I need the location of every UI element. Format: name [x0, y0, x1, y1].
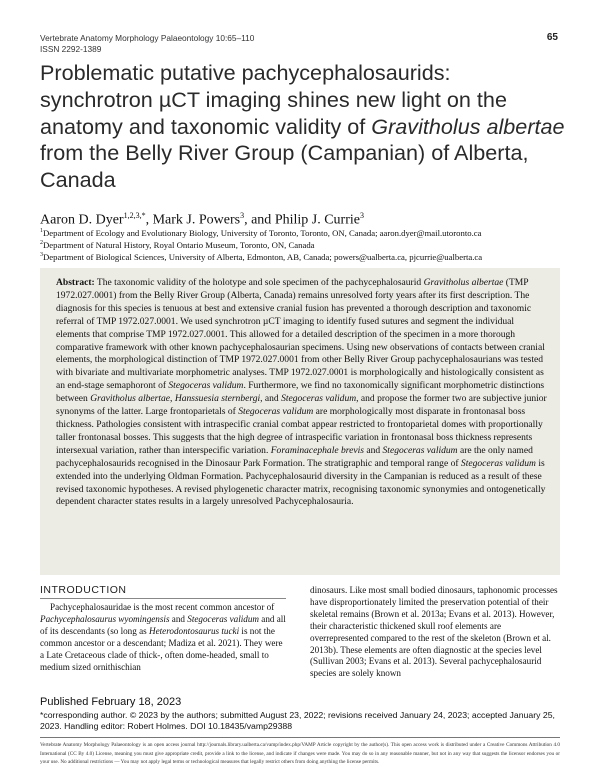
footer-divider — [40, 737, 560, 738]
intro-column-left: Pachycephalosauridae is the most recent common ancestor of Pachycephalosaurus wyomingensis and Stegoceras validum and all of its descendants (so long as Heterodontosaurus tucki is not the common ancestor or a descendant; Madiza et al. 2021). They were a Late Cretaceous clade of thick-, often dome-headed, small to medium sized ornithischian — [40, 602, 286, 672]
page-number: 65 — [546, 32, 558, 43]
intro-column-right: dinosaurs. Like most small bodied dinosaurs, taphonomic processes have disproportionately limited the preservation potential of their skeletal remains (Brown et al. 2013a; Evans et al. 2013). However, their characteristic thickened skull roof elements are overrepresented compared to the rest of the skeleton (Brown et al. 2013b). These elements are often diagnostic at the species level (Sullivan 2003; Evans et al. 2013). Several pachycephalosaurid species are solely known — [310, 585, 558, 679]
title-part-1: Problematic putative pachycephalosaurids: synchrotron µCT imaging shines new light on the anatomy and taxonomic validity of — [40, 60, 507, 139]
author-2-affil: 3 — [240, 211, 245, 220]
paper-title — [40, 60, 565, 194]
author-3: Philip J. Currie — [274, 212, 360, 228]
author-2: Mark J. Powers — [152, 212, 241, 228]
author-3-affil: 3 — [359, 211, 364, 220]
title-italic-taxon: Gravitholus albertae — [371, 113, 565, 139]
correspondence-note: *corresponding author. © 2023 by the authors; submitted August 23, 2022; revisions received January 24, 2023; accepted January 25, 2023. Handling editor: Robert Holmes. DOI 10.18435/vamp29388 — [40, 710, 555, 731]
affiliation: $^2$Department of Natural History, Royal Ontario Museum, Toronto, ON, Canada — [40, 239, 315, 250]
publication-date: Published February 18, 2023 — [40, 696, 182, 708]
author-1-affil: 1,2,3, — [123, 211, 142, 220]
journal-citation: Vertebrate Anatomy Morphology Palaeontology 10:65–110 — [40, 33, 255, 43]
journal-header — [40, 33, 254, 55]
affiliation: $^1$Department of Ecology and Evolutionary Biology, University of Toronto, Toronto, ON, Canada; aaron.dyer@mail.utoronto.ca — [40, 227, 482, 238]
affiliation: $^3$Department of Biological Sciences, University of Alberta, Edmonton, AB, Canada; powers@ualberta.ca, pjcurrie@ualberta.ca — [40, 251, 483, 262]
abstract-text: Abstract: The taxonomic validity of the holotype and sole specimen of the pachycephalosaurid Gravitholus albertae (TMP 1972.027.0001) from the Belly River Group (Alberta, Canada) remains unresolved forty years after its first description. The diagnosis for this species is tenuous at best and extensive cranial fusion has prevented a thorough description and taxonomic referral of TMP 1972.027.0001. We used synchrotron µCT imaging to identify fused sutures and segment the individual elements that comprise TMP 1972.027.0001. This allowed for a detailed description of the specimen in a more thorough comparative framework with other known pachycephalosaurian specimens. Using new observations of contacts between cranial elements, the morphological distinction of TMP 1972.027.0001 from other Belly River Group pachycephalosaurians was tested with bivariate and multivariate morphometric analyses. TMP 1972.027.0001 is morphologically and histologically consistent as an end-stage semaphoront of Stegoceras validum. Furthermore, we find no taxonomically significant morphometric distinctions between Gravitholus albertae, Hanssuesia sternbergi, and Stegoceras validum, and propose the former two are subjective junior synonyms of the latter. Large frontoparietals of Stegoceras validum are morphologically most disparate in frontonasal boss thickness. Pathologies consistent with intraspecific cranial combat appear restricted to frontoparietal domes with proportionally taller frontonasal bosses. This suggests that the high degree of intraspecific variation in frontonasal boss thickness represents intersexual variation, rather than interspecific variation. Foraminacephale brevis and Stegoceras validum are the only named pachycephalosaurids recognised in the Dinosaur Park Formation. The stratigraphic and temporal range of Stegoceras validum is extended into the underlying Oldman Formation. Pachycephalosaurid diversity in the Campanian is reduced as a result of these revised taxonomic hypotheses. A revised phylogenetic character matrix, recognising taxonomic synonymies and ontogenetically dependent character states results in a largely unresolved Pachycephalosauria. — [56, 277, 547, 508]
author-1-corresponding-mark: * — [141, 211, 146, 220]
author-list: Aaron D. Dyer$^{1,2,3,*}$, Mark J. Powers$^3$, and Philip J. Currie$^3$ — [40, 211, 364, 228]
license-statement: Vertebrate Anatomy Morphology Palaeontology is an open access journal http://journals.library.ualberta.ca/vamp/index.php/VAMP Article copyright by the author(s). This open access work is distributed under a Creative Commons Attribution 4.0 International (CC By 4.0) License, meaning you must give appropriate credit, provide a link to the license, and indicate if changes were made. You may do so in any reasonable manner, but not in any way that suggests the licensor endorses you or your use. No additional restrictions — You may not apply legal terms or technological measures that legally restrict others from doing anything the license permits. — [40, 742, 560, 765]
section-divider — [40, 598, 286, 599]
abstract-label: Abstract: — [56, 277, 95, 288]
issn: ISSN 2292-1389 — [40, 44, 102, 54]
author-1: Aaron D. Dyer — [40, 212, 124, 228]
title-part-2: from the Belly River Group (Campanian) of Alberta, Canada — [40, 140, 529, 193]
section-heading-introduction: INTRODUCTION — [40, 584, 127, 596]
